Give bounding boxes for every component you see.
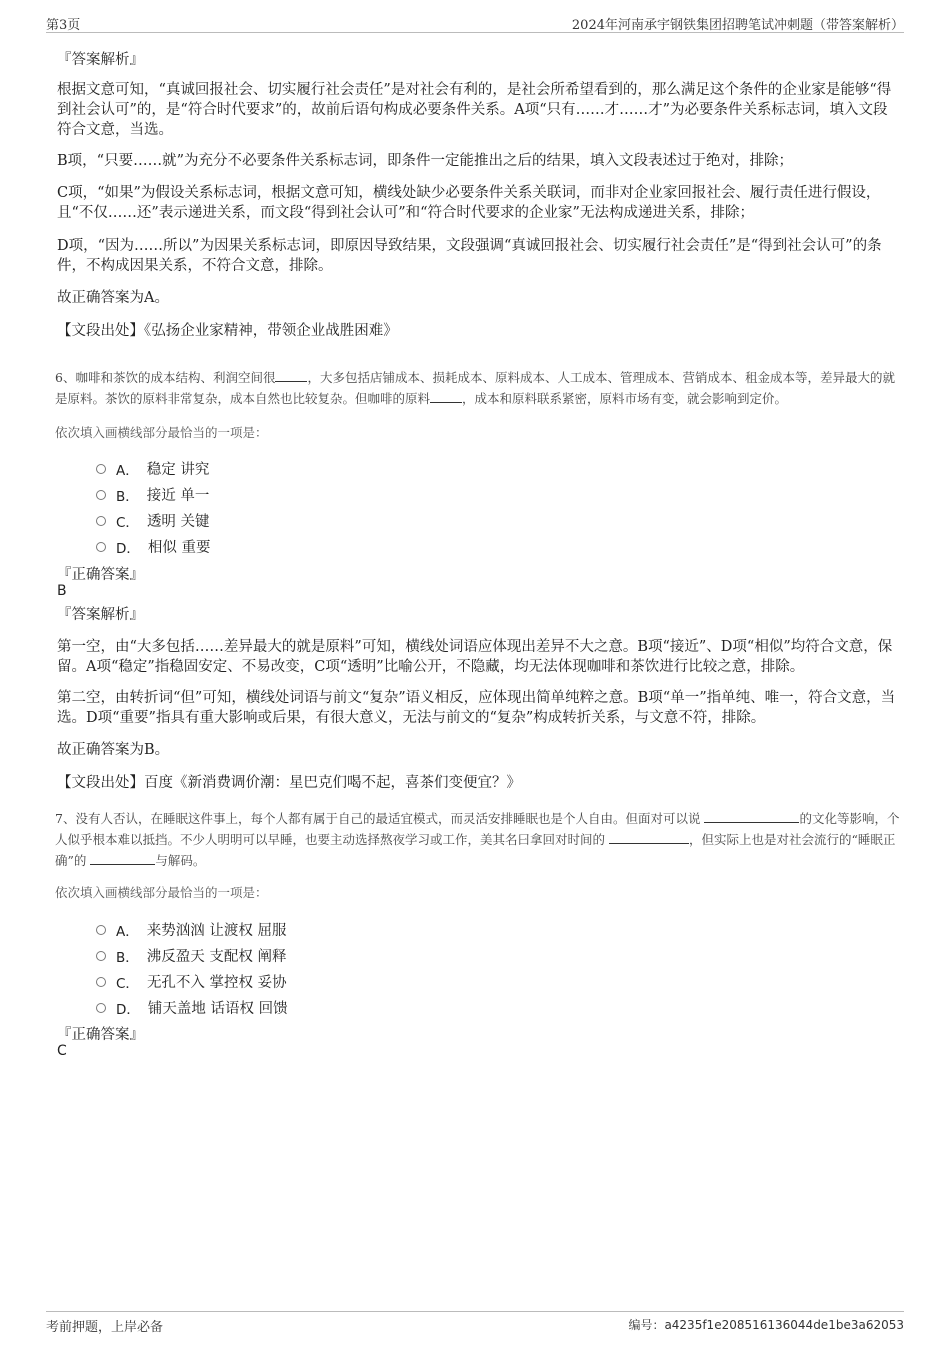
q7-question: [55, 808, 900, 871]
option-letter: B．: [116, 949, 139, 966]
q7-option-a[interactable]: [96, 919, 286, 940]
option-letter: C．: [116, 514, 139, 531]
footer-slogan: 考前押题，上岸必备: [46, 1320, 164, 1335]
q5-analysis-para3: C项，“如果”为假设关系标志词，根据文意可知，横线处缺少必要条件关系关联词，而非对企业家回报社会、履行责任进行假设，且“不仅……还”表示递进关系，而文段“得到社会认可”和“符合时代要求的企业家”无法构成递进关系，排除；: [57, 185, 881, 221]
option-text: 来势汹汹 让渡权 屈服: [146, 923, 287, 939]
q6-option-a[interactable]: [96, 458, 209, 479]
option-letter: A．: [116, 462, 139, 479]
q7-blank-3: [90, 851, 155, 865]
q7-text-c: ，但实际上也是对社会流行的“睡眠正确”的: [55, 832, 896, 868]
q6-analysis-para2: 第二空，由转折词“但”可知，横线处词语与前文“复杂”语义相反，应体现出简单纯粹之意。B项“单一”指单纯、唯一，符合文意，当选。D项“重要”指具有重大影响或后果，有很大意义，无法与前文的“复杂”构成转折关系，与文意不符，排除。: [57, 690, 896, 726]
option-letter: D．: [116, 540, 140, 557]
option-letter: C．: [116, 975, 139, 992]
q7-text-d: 与解码。: [155, 853, 206, 868]
q6-analysis-para1: 第一空，由“大多包括……差异最大的就是原料”可知，横线处词语应体现出差异不大之意。B项“接近”、D项“相似”均符合文意，保留。A项“稳定”指稳固安定、不易改变，C项“透明”比喻公开，不隐藏，均无法体现咖啡和茶饮进行比较之意，排除。: [57, 639, 893, 675]
q7-hint: 依次填入画横线部分最恰当的一项是：: [55, 885, 268, 900]
option-text: 铺天盖地 话语权 回馈: [147, 1001, 288, 1017]
q5-analysis-label: 『答案解析』: [57, 52, 144, 68]
q6-answer-label: 『正确答案』: [57, 567, 144, 583]
q7-answer: C: [57, 1043, 67, 1059]
option-text: 无孔不入 掌控权 妥协: [146, 975, 287, 991]
q5-source: 【文段出处】《弘扬企业家精神，带领企业战胜困难》: [57, 323, 398, 339]
q7-text-a: 7、没有人否认，在睡眠这件事上，每个人都有属于自己的最适宜模式，而灵活安排睡眠也是个人自由。但面对可以说: [55, 811, 701, 826]
q6-analysis-label: 『答案解析』: [57, 607, 144, 623]
option-text: 相似 重要: [147, 540, 211, 556]
radio-icon[interactable]: [96, 490, 106, 500]
q6-text-a: 6、咖啡和茶饮的成本结构、利润空间很: [55, 370, 276, 385]
radio-icon[interactable]: [96, 977, 106, 987]
q7-option-b[interactable]: [96, 945, 286, 966]
q6-conclusion: 故正确答案为B。: [57, 742, 170, 758]
radio-icon[interactable]: [96, 464, 106, 474]
q6-option-c[interactable]: [96, 510, 210, 531]
q5-analysis-para2: B项，“只要……就”为充分不必要条件关系标志词，即条件一定能推出之后的结果，填入文段表述过于绝对，排除；: [57, 153, 793, 169]
page-header: [46, 12, 904, 33]
page-footer: [46, 1311, 904, 1336]
q6-source: 【文段出处】百度《新消费调价潮：星巴克们喝不起，喜茶们变便宜？》: [57, 775, 521, 791]
q7-option-d[interactable]: [96, 997, 288, 1018]
radio-icon[interactable]: [96, 951, 106, 961]
q6-text-c: ，成本和原料联系紧密，原料市场有变，就会影响到定价。: [462, 391, 788, 406]
q7-blank-1: [704, 809, 799, 823]
q6-blank-2: [430, 389, 462, 403]
page-number: 第3页: [46, 18, 81, 33]
document-code: 编号：a4235f1e208516136044de1be3a62053: [628, 1318, 904, 1332]
q6-blank-1: [275, 368, 307, 382]
q5-analysis-para1: 根据文意可知，“真诚回报社会、切实履行社会责任”是对社会有利的，是社会所希望看到的，那么满足这个条件的企业家是能够“得到社会认可”的，是“符合时代要求”的，故前后语句构成必要条件关系。A项“只有……才……才”为必要条件关系标志词，填入文段符合文意，当选。: [57, 82, 892, 138]
q7-answer-label: 『正确答案』: [57, 1027, 144, 1043]
option-text: 沸反盈天 支配权 阐释: [146, 949, 287, 965]
q6-hint: 依次填入画横线部分最恰当的一项是：: [55, 425, 268, 440]
radio-icon[interactable]: [96, 925, 106, 935]
q6-option-d[interactable]: [96, 536, 211, 557]
q6-answer: B: [57, 583, 67, 599]
q5-analysis-para4: D项，“因为……所以”为因果关系标志词，即原因导致结果，文段强调“真诚回报社会、切实履行社会责任”是“得到社会认可”的条件，不构成因果关系，不符合文意，排除。: [57, 238, 882, 274]
option-letter: D．: [116, 1001, 140, 1018]
document-title: 2024年河南承宇钢铁集团招聘笔试冲刺题（带答案解析）: [571, 18, 904, 33]
option-text: 接近 单一: [146, 488, 210, 504]
option-text: 透明 关键: [146, 514, 210, 530]
option-text: 稳定 讲究: [146, 462, 210, 478]
q7-option-c[interactable]: [96, 971, 287, 992]
option-letter: A．: [116, 923, 139, 940]
option-letter: B．: [116, 488, 139, 505]
q5-conclusion: 故正确答案为A。: [57, 290, 169, 306]
radio-icon[interactable]: [96, 1003, 106, 1013]
q6-text-b: ，大多包括店铺成本、损耗成本、原料成本、人工成本、管理成本、营销成本、租金成本等，差异最大的就是原料。茶饮的原料非常复杂，成本自然也比较复杂。但咖啡的原料: [55, 370, 895, 406]
q6-question: [55, 367, 900, 409]
q7-blank-2: [609, 830, 689, 844]
q6-option-b[interactable]: [96, 484, 209, 505]
radio-icon[interactable]: [96, 542, 106, 552]
q7-text-b: 的文化等影响，个人似乎根本难以抵挡。不少人明明可以早睡，也要主动选择熬夜学习或工作，美其名曰拿回对时间的: [55, 811, 900, 847]
radio-icon[interactable]: [96, 516, 106, 526]
